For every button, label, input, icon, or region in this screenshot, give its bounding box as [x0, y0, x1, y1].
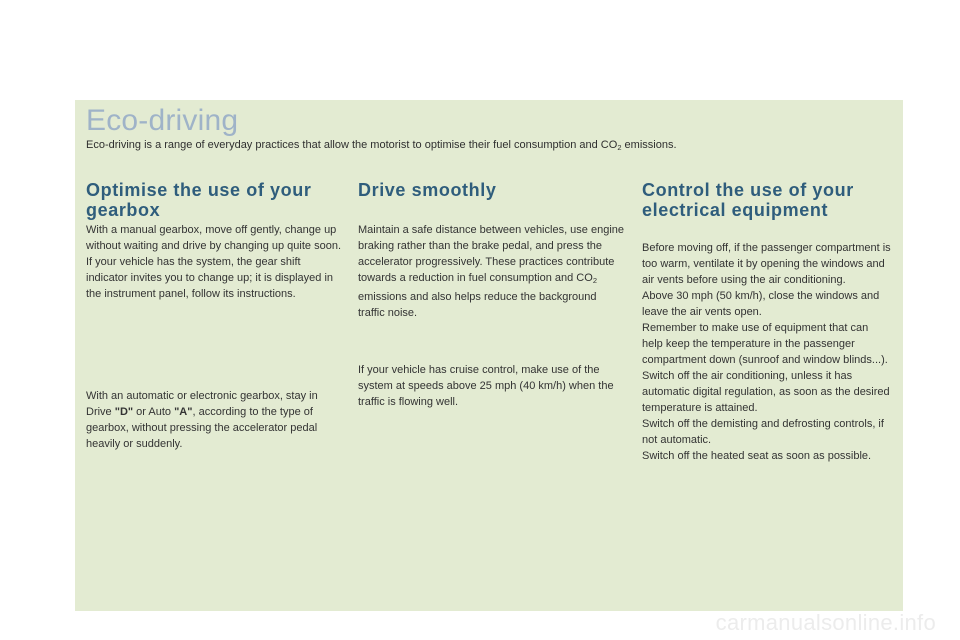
smooth-text-b: emissions and also helps reduce the background traffic noise. [358, 291, 597, 319]
gearbox-heading: Optimise the use of your gearbox [86, 180, 312, 220]
gearbox-section [86, 180, 344, 450]
smooth-driving-section [358, 180, 626, 408]
gearbox-automatic-paragraph [86, 388, 344, 452]
electrical-line: Before moving off, if the passenger compartment is too warm, ventilate it by opening the windows and air vents before using the air conditioning. [642, 242, 891, 286]
electrical-line: Above 30 mph (50 km/h), close the windows and leave the air vents open. [642, 290, 880, 318]
smooth-subscript: 2 [592, 276, 597, 285]
electrical-section [642, 180, 892, 462]
drive-mode-label: "D" [114, 406, 134, 418]
gearbox-auto-text-a: With an automatic or electronic gearbox, stay in Drive [86, 390, 318, 418]
electrical-heading: Control the use of your electrical equipment [642, 180, 854, 220]
page-title: Eco-driving [86, 104, 239, 137]
electrical-line: Remember to make use of equipment that can help keep the temperature in the passenger compartment down (sunroof and window blinds...). [642, 322, 888, 366]
electrical-line: Switch off the demisting and defrosting controls, if not automatic. [642, 418, 884, 446]
electrical-paragraph [642, 240, 892, 464]
smooth-text-a: Maintain a safe distance between vehicles, use engine braking rather than the brake pedal, and press the accelerator progressively. These practices contribute towards a reduction in fuel consumption and CO [358, 224, 625, 284]
gearbox-auto-text-c: , according to the type of gearbox, without pressing the accelerator pedal heavily or suddenly. [86, 406, 318, 450]
electrical-line: Switch off the air conditioning, unless it has automatic digital regulation, as soon as the desired temperature is attained. [642, 370, 890, 414]
intro-text-main: Eco-driving is a range of everyday practices that allow the motorist to optimise their fuel consumption and CO [86, 139, 618, 151]
electrical-line: Switch off the heated seat as soon as possible. [642, 450, 872, 462]
smooth-driving-heading: Drive smoothly [358, 180, 497, 200]
auto-mode-label: "A" [174, 406, 193, 418]
gearbox-manual-paragraph: With a manual gearbox, move off gently, change up without waiting and drive by changing up quite soon. If your vehicle has the system, the gear shift indicator invites you to change up; it is displayed in the instrument panel, follow its instructions. [86, 224, 342, 300]
intro-text [86, 139, 677, 152]
intro-text-end: emissions. [621, 139, 677, 151]
smooth-driving-paragraph [358, 222, 626, 321]
intro-subscript: 2 [617, 143, 622, 152]
cruise-control-paragraph: If your vehicle has cruise control, make use of the system at speeds above 25 mph (40 km/h) when the traffic is flowing well. [358, 364, 614, 408]
gearbox-auto-text-b: or Auto [133, 406, 175, 418]
watermark-text: carmanualsonline.info [715, 610, 936, 635]
